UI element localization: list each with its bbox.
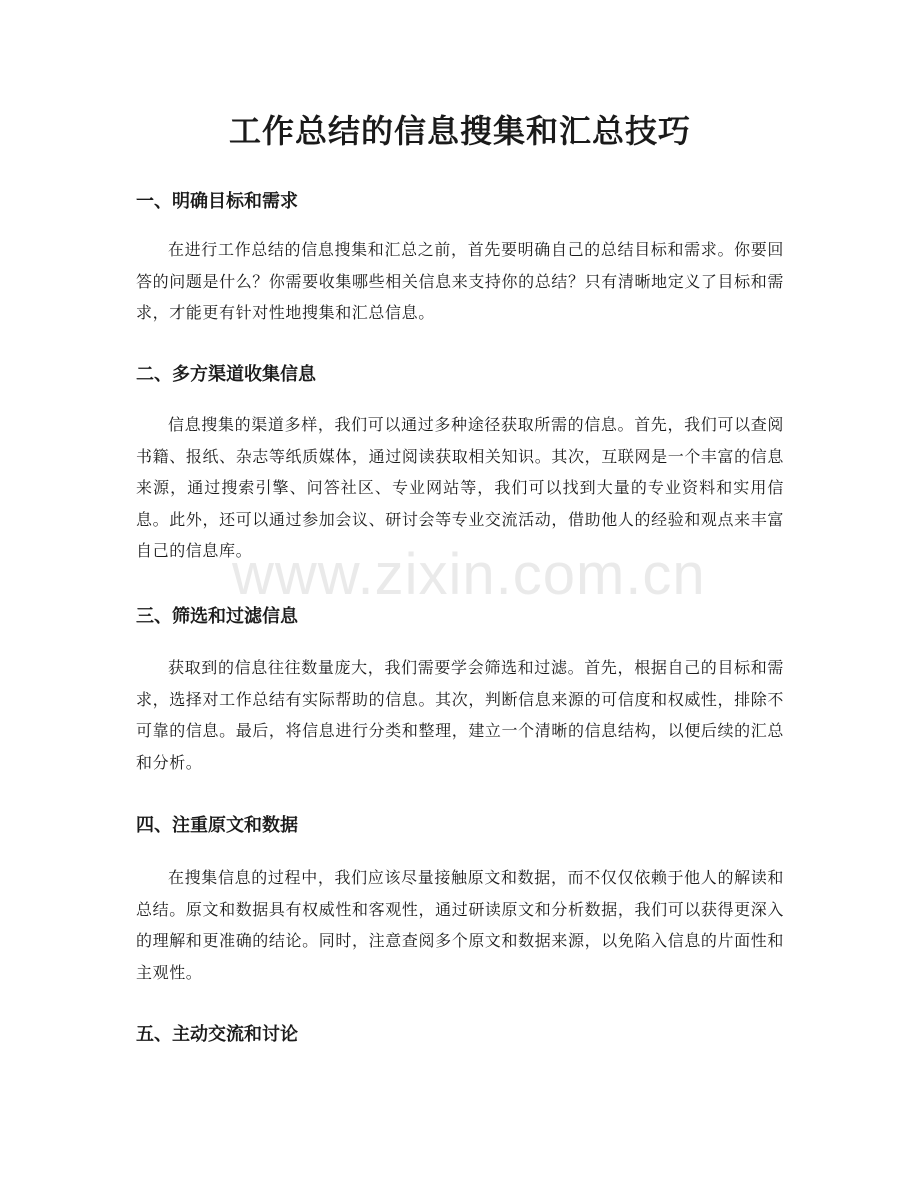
watermark: www.zixin.com.cn: [232, 542, 706, 607]
section-paragraph-1: 在进行工作总结的信息搜集和汇总之前，首先要明确自己的总结目标和需求。你要回答的问题是什么？你需要收集哪些相关信息来支持你的总结？只有清晰地定义了目标和需求，才能更有针对性地搜集和汇总信息。: [136, 240, 784, 322]
section-heading-1: 一、明确目标和需求: [136, 191, 298, 212]
section-paragraph-4: 在搜集信息的过程中，我们应该尽量接触原文和数据，而不仅仅依赖于他人的解读和总结。原文和数据具有权威性和客观性，通过研读原文和分析数据，我们可以获得更深入的理解和更准确的结论。同时，注意查阅多个原文和数据来源，以免陷入信息的片面性和主观性。: [136, 868, 784, 982]
section-paragraph-3: 获取到的信息往往数量庞大，我们需要学会筛选和过滤。首先，根据自己的目标和需求，选择对工作总结有实际帮助的信息。其次，判断信息来源的可信度和权威性，排除不可靠的信息。最后，将信息进行分类和整理，建立一个清晰的信息结构，以便后续的汇总和分析。: [136, 658, 784, 772]
section-heading-5: 五、主动交流和讨论: [136, 1024, 298, 1045]
document-title: 工作总结的信息搜集和汇总技巧: [228, 112, 691, 150]
section-heading-3: 三、筛选和过滤信息: [136, 606, 298, 627]
section-heading-4: 四、注重原文和数据: [136, 815, 298, 836]
section-paragraph-2: 信息搜集的渠道多样，我们可以通过多种途径获取所需的信息。首先，我们可以查阅书籍、报纸、杂志等纸质媒体，通过阅读获取相关知识。其次，互联网是一个丰富的信息来源，通过搜索引擎、问答社区、专业网站等，我们可以找到大量的专业资料和实用信息。此外，还可以通过参加会议、研讨会等专业交流活动，借助他人的经验和观点来丰富自己的信息库。: [136, 415, 784, 560]
section-heading-2: 二、多方渠道收集信息: [136, 364, 316, 385]
